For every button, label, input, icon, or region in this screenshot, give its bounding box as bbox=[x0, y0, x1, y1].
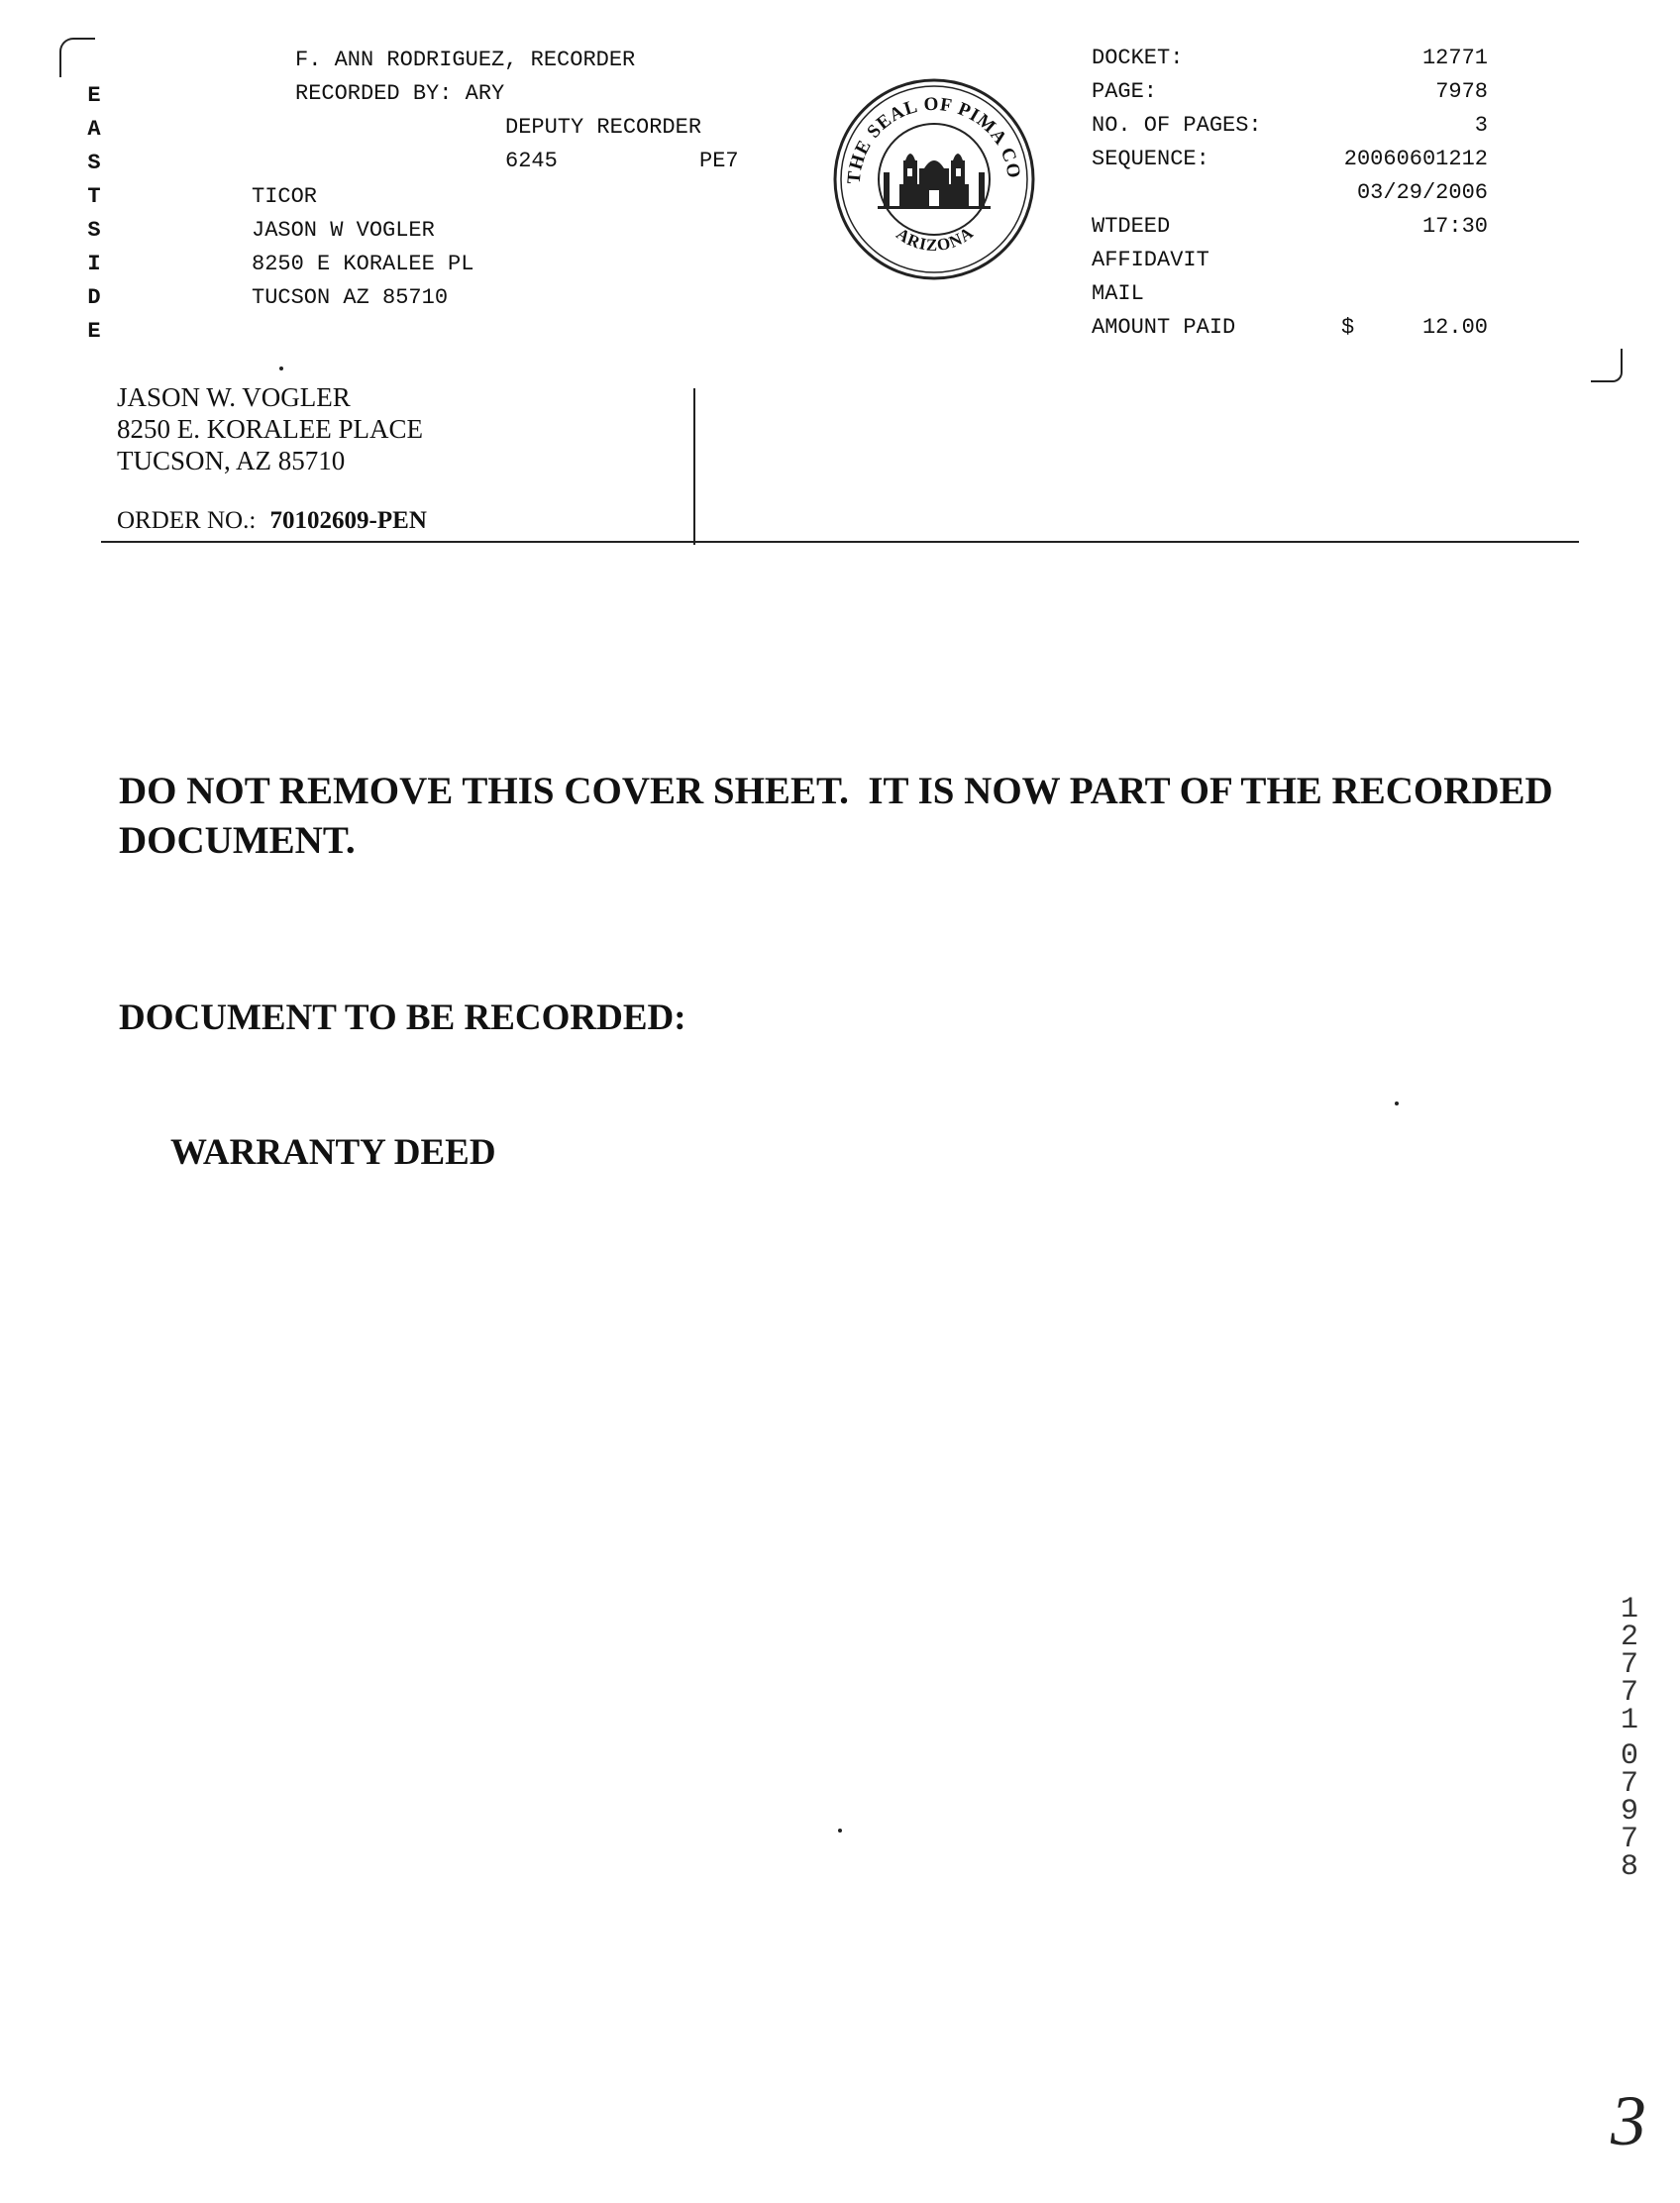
recorder-code-suffix: PE7 bbox=[699, 149, 739, 173]
docket-label: DOCKET: bbox=[1092, 46, 1184, 70]
currency-symbol: $ bbox=[1341, 315, 1355, 340]
pages-value: 3 bbox=[1474, 113, 1488, 138]
eastside-letter: S bbox=[87, 218, 101, 243]
seal-top-text: THE SEAL OF PIMA CO bbox=[843, 93, 1025, 185]
sequence-value: 20060601212 bbox=[1343, 147, 1488, 171]
side-stamp-digit: 7 bbox=[1620, 1648, 1638, 1682]
side-stamp-digit: 0 bbox=[1620, 1739, 1638, 1773]
eastside-letter: D bbox=[87, 285, 101, 310]
side-stamp-digit: 7 bbox=[1620, 1823, 1638, 1856]
order-number-row bbox=[117, 507, 427, 535]
side-stamp-digit: 7 bbox=[1620, 1676, 1638, 1710]
docket-value: 12771 bbox=[1421, 46, 1488, 70]
page-label: PAGE: bbox=[1092, 79, 1158, 104]
eastside-letter: E bbox=[87, 83, 101, 108]
recorder-code: 6245 bbox=[505, 149, 558, 173]
handwritten-page-number: 3 bbox=[1611, 2081, 1646, 2160]
return-city: TUCSON, AZ 85710 bbox=[117, 446, 346, 475]
affidavit-label: AFFIDAVIT bbox=[1092, 248, 1209, 272]
header-rule bbox=[101, 541, 1579, 543]
corner-mark-right bbox=[1591, 349, 1623, 382]
side-stamp-digit: 1 bbox=[1620, 1593, 1638, 1626]
order-number-label: ORDER NO.: bbox=[117, 507, 257, 534]
pima-county-seal bbox=[830, 75, 1038, 283]
recorded-by: RECORDED BY: ARY bbox=[295, 81, 505, 106]
speck-mark bbox=[1395, 1102, 1399, 1105]
grantee-name: JASON W VOGLER bbox=[252, 218, 435, 243]
side-stamp-digit: 8 bbox=[1620, 1850, 1638, 1884]
side-stamp-digit: 9 bbox=[1620, 1795, 1638, 1829]
document-type-code: WTDEED bbox=[1092, 214, 1171, 239]
recorder-name: F. ANN RODRIGUEZ, RECORDER bbox=[295, 48, 636, 72]
cover-sheet-notice-line2: DOCUMENT. bbox=[119, 819, 356, 862]
corner-mark-top-left bbox=[59, 38, 95, 77]
document-heading: DOCUMENT TO BE RECORDED: bbox=[119, 997, 686, 1038]
speck-mark bbox=[838, 1829, 842, 1833]
speck-mark bbox=[279, 367, 283, 370]
order-number-value: 70102609-PEN bbox=[269, 507, 427, 534]
eastside-letter: E bbox=[87, 319, 101, 344]
sequence-label: SEQUENCE: bbox=[1092, 147, 1209, 171]
side-stamp-digit: 7 bbox=[1620, 1767, 1638, 1801]
side-stamp-digit: 2 bbox=[1620, 1621, 1638, 1654]
pages-label: NO. OF PAGES: bbox=[1092, 113, 1262, 138]
company-name: TICOR bbox=[252, 184, 318, 209]
page-value: 7978 bbox=[1435, 79, 1488, 104]
cover-sheet-notice-line1: DO NOT REMOVE THIS COVER SHEET. IT IS NOW PART OF THE RECORDED bbox=[119, 770, 1553, 812]
seal-bottom-text: ARIZONA bbox=[892, 222, 978, 256]
eastside-letter: T bbox=[87, 184, 101, 209]
amount-paid-value: 12.00 bbox=[1421, 315, 1488, 340]
grantee-street: 8250 E KORALEE PL bbox=[252, 252, 474, 276]
eastside-letter: A bbox=[87, 117, 101, 142]
amount-paid-label: AMOUNT PAID bbox=[1092, 315, 1236, 340]
deputy-recorder: DEPUTY RECORDER bbox=[505, 115, 702, 140]
document-type: WARRANTY DEED bbox=[170, 1132, 496, 1173]
side-stamp-digit: 1 bbox=[1620, 1704, 1638, 1737]
eastside-letter: I bbox=[87, 252, 101, 276]
recording-time: 17:30 bbox=[1421, 214, 1488, 239]
address-box-divider bbox=[693, 388, 695, 545]
recording-date: 03/29/2006 bbox=[1356, 180, 1488, 205]
eastside-letter: S bbox=[87, 151, 101, 175]
return-name: JASON W. VOGLER bbox=[117, 382, 351, 412]
seal-graphic bbox=[830, 75, 1038, 283]
grantee-city: TUCSON AZ 85710 bbox=[252, 285, 449, 310]
return-street: 8250 E. KORALEE PLACE bbox=[117, 414, 423, 444]
mail-label: MAIL bbox=[1092, 281, 1144, 306]
svg-text:ARIZONA bbox=[892, 223, 977, 255]
